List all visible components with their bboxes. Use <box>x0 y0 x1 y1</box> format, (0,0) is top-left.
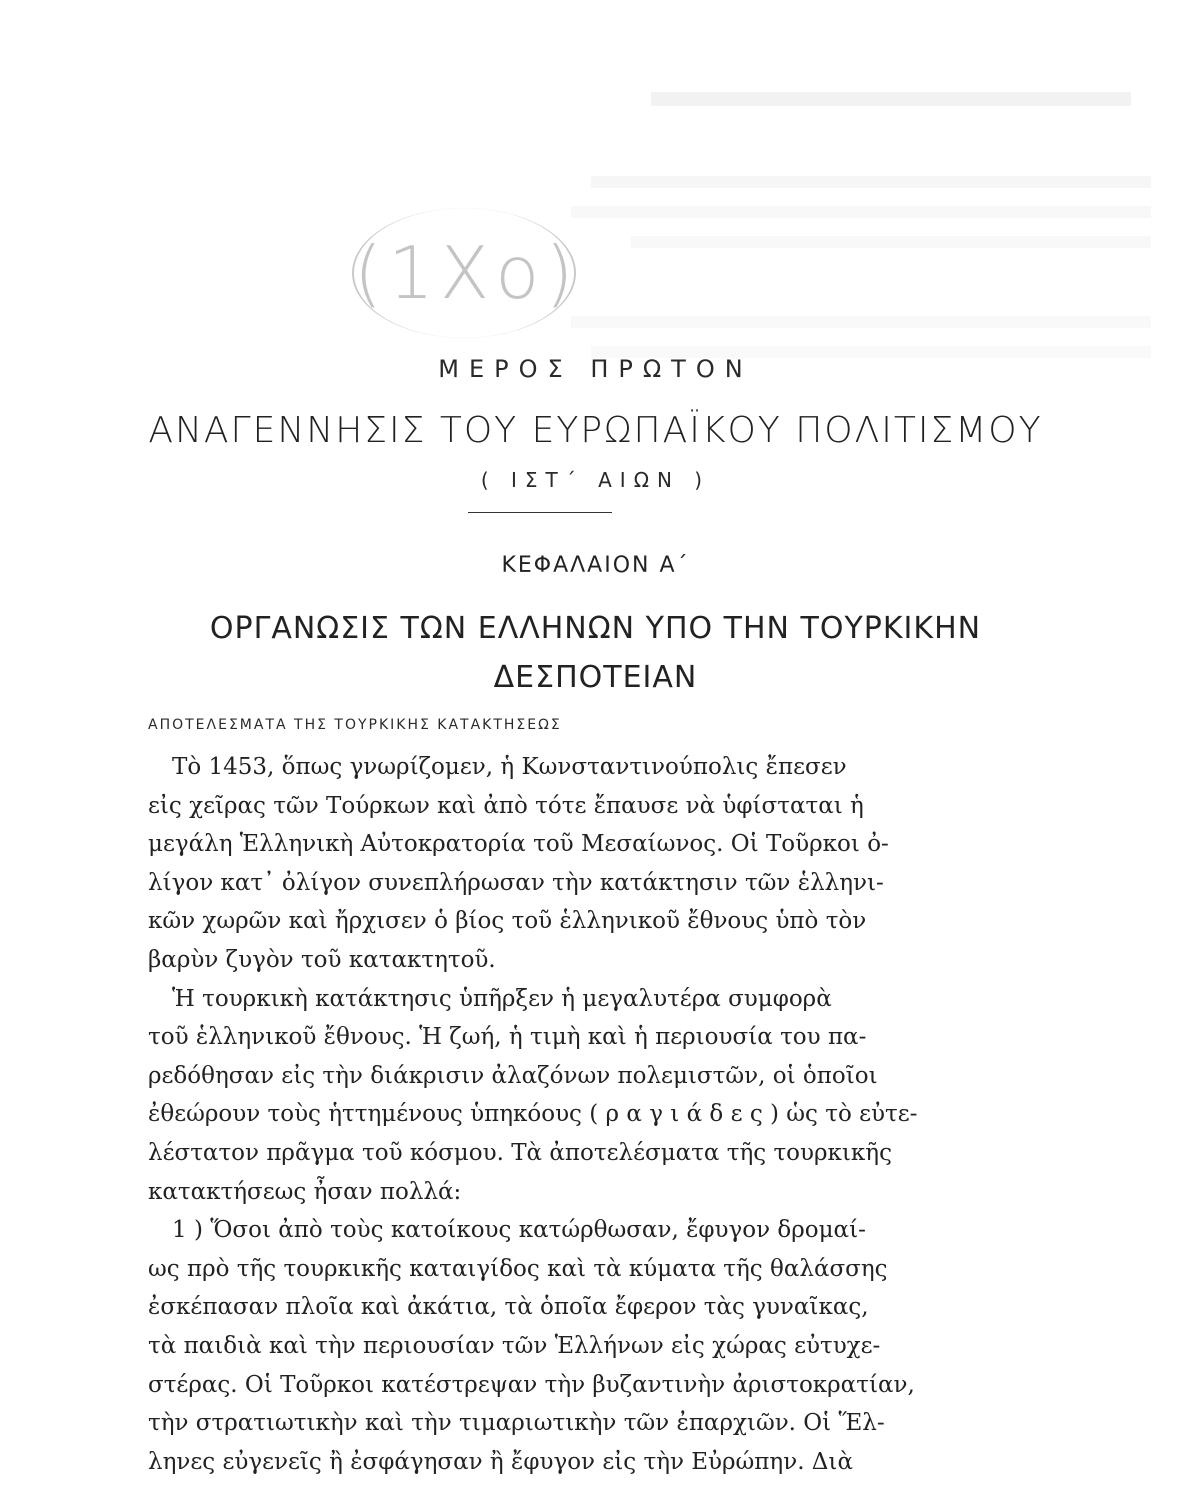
bleed-through-shadow <box>631 236 1151 248</box>
paragraph-1 <box>148 748 1000 980</box>
text-line: κατακτήσεως ἦσαν πολλά: <box>148 1178 462 1205</box>
paragraph-3 <box>148 1211 1000 1481</box>
text-line: βαρὺν ζυγὸν τοῦ κατακτητοῦ. <box>148 946 496 973</box>
chapter-label: ΚΕΦΑΛΑΙΟΝ Α΄ <box>501 553 690 578</box>
bleed-through-shadow <box>571 316 1151 328</box>
text-line: ληνες εὐγενεῖς ἢ ἐσφάγησαν ἢ ἔφυγον εἰς τὴν Εὐρώπην. Διὰ <box>148 1448 853 1475</box>
paragraph-2 <box>148 980 1000 1212</box>
text-line: ρεδόθησαν εἰς τὴν διάκρισιν ἀλαζόνων πολεμιστῶν, οἱ ὁποῖοι <box>148 1062 878 1089</box>
text-line: 1 ) Ὅσοι ἀπὸ τοὺς κατοίκους κατώρθωσαν, ἔφυγον δρομαί- <box>172 1217 866 1244</box>
century-subtitle: ( ΙΣΤ΄ ΑΙΩΝ ) <box>480 468 711 492</box>
text-line: λέστατον πρᾶγμα τοῦ κόσμου. Τὰ ἀποτελέσματα τῆς τουρκικῆς <box>148 1139 892 1166</box>
text-line: μεγάλη Ἑλληνικὴ Αὐτοκρατορία τοῦ Μεσαίωνος. Οἱ Τοῦρκοι ὀ- <box>148 831 889 858</box>
part-title: ΜΕΡΟΣ ΠΡΩΤΟΝ <box>438 355 753 383</box>
body-text <box>148 748 1000 1481</box>
section-subheading: ΑΠΟΤΕΛΕΣΜΑΤΑ ΤΗΣ ΤΟΥΡΚΙΚΗΣ ΚΑΤΑΚΤΗΣΕΩΣ <box>148 717 562 733</box>
text-line: τὰ παιδιὰ καὶ τὴν περιουσίαν τῶν Ἑλλήνων εἰς χώρας εὐτυχε- <box>148 1332 881 1359</box>
text-line: στέρας. Οἱ Τοῦρκοι κατέστρεψαν τὴν βυζαντινὴν ἀριστοκρατίαν, <box>148 1371 915 1398</box>
bleed-through-shadow <box>571 206 1151 218</box>
pencil-annotation: (1Χο) <box>352 208 576 338</box>
text-line: κῶν χωρῶν καὶ ἤρχισεν ὁ βίος τοῦ ἑλληνικοῦ ἔθνους ὑπὸ τὸν <box>148 908 867 935</box>
text-line: ἐσκέπασαν πλοῖα καὶ ἀκάτια, τὰ ὁποῖα ἔφερον τὰς γυναῖκας, <box>148 1294 869 1321</box>
main-title: ΑΝΑΓΕΝΝΗΣΙΣ ΤΟΥ ΕΥΡΩΠΑΪΚΟΥ ΠΟΛΙΤΙΣΜΟΥ <box>148 410 1043 451</box>
text-line: Ἡ τουρκικὴ κατάκτησις ὑπῆρξεν ἡ μεγαλυτέρα συμφορὰ <box>172 985 832 1012</box>
chapter-title-line: ΔΕΣΠΟΤΕΙΑΝ <box>493 660 698 695</box>
bleed-through-shadow <box>591 176 1151 188</box>
bleed-through-shadow <box>651 92 1131 106</box>
chapter-title <box>0 604 1191 702</box>
text-line: τοῦ ἑλληνικοῦ ἔθνους. Ἡ ζωή, ἡ τιμὴ καὶ ἡ περιουσία του πα- <box>148 1024 867 1051</box>
text-line: λίγον κατ᾽ ὀλίγον συνεπλήρωσαν τὴν κατάκτησιν τῶν ἑλληνι- <box>148 869 884 896</box>
text-line: ως πρὸ τῆς τουρκικῆς καταιγίδος καὶ τὰ κύματα τῆς θαλάσσης <box>148 1255 888 1282</box>
text-line: Τὸ 1453, ὅπως γνωρίζομεν, ἡ Κωνσταντινούπολις ἔπεσεν <box>172 754 847 780</box>
title-divider <box>468 512 612 513</box>
text-line: ἐθεώρουν τοὺς ἡττημένους ὑπηκόους ( ρ α γ ι ά δ ε ς ) ὡς τὸ εὐτε- <box>148 1101 918 1128</box>
text-line: τὴν στρατιωτικὴν καὶ τὴν τιμαριωτικὴν τῶν ἐπαρχιῶν. Οἱ Ἕλ- <box>148 1410 885 1437</box>
chapter-title-line: ΟΡΓΑΝΩΣΙΣ ΤΩΝ ΕΛΛΗΝΩΝ ΥΠΟ ΤΗΝ ΤΟΥΡΚΙΚΗΝ <box>209 611 982 646</box>
text-line: εἰς χεῖρας τῶν Τούρκων καὶ ἀπὸ τότε ἔπαυσε νὰ ὑφίσταται ἡ <box>148 792 864 819</box>
